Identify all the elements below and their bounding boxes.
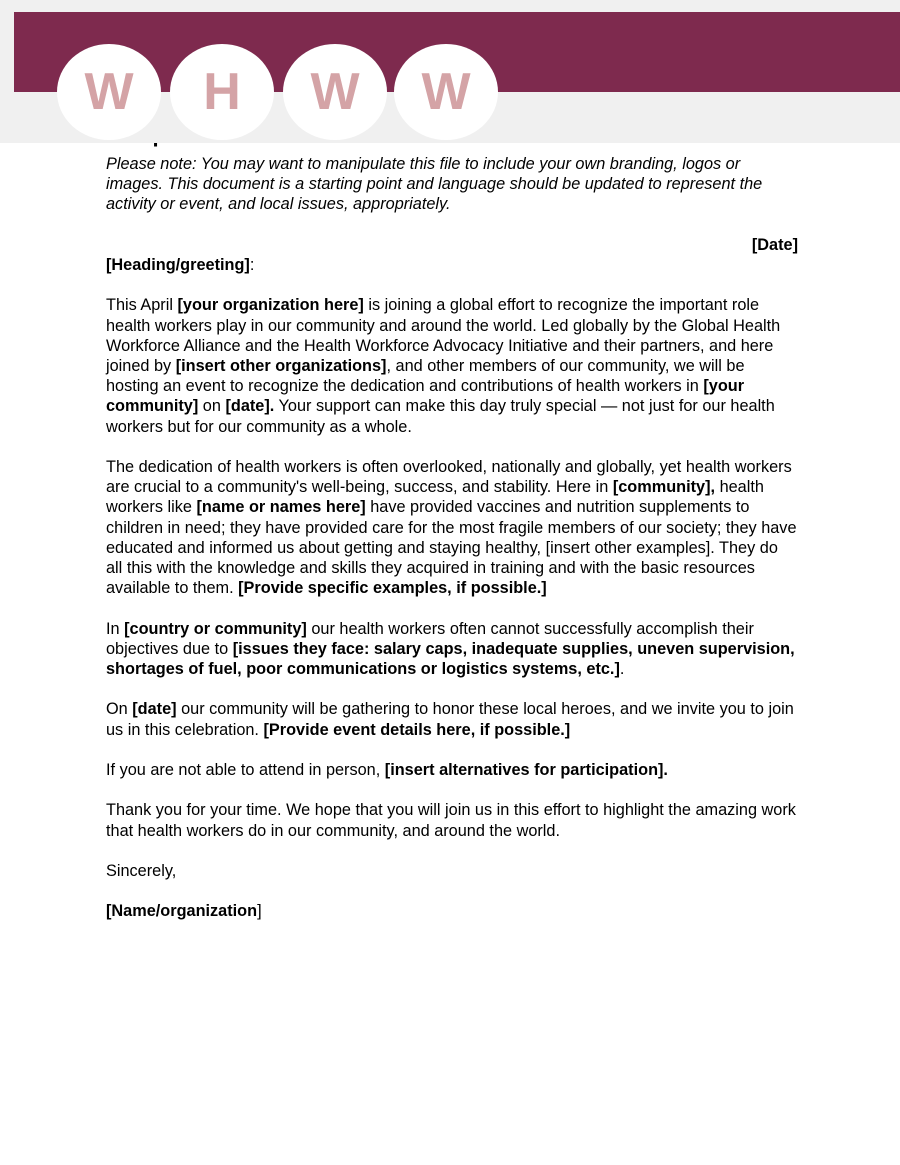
text: our community will be gathering to honor these local heroes, and we invite you to join us in this celebration. <box>106 700 794 739</box>
text: If you are not able to attend in person, <box>106 761 385 779</box>
text: health workers like <box>106 478 764 517</box>
paragraph-challenges <box>106 619 798 680</box>
placeholder-names: [name or names here] <box>196 498 366 517</box>
greeting-colon: : <box>249 256 255 274</box>
signature-bracket: ] <box>257 902 262 921</box>
text: . <box>619 660 625 679</box>
logo-letter-w-1: W <box>57 44 161 140</box>
placeholder-community: [your community] <box>106 377 745 416</box>
text: Your support can make this day truly special — not just for our health workers but for our community as a whole. <box>106 397 775 436</box>
paragraph-thanks: Thank you for your time. We hope that you will join us in this effort to highlight the amazing work that health workers do in our community, and around the world. <box>106 801 796 840</box>
logo-letter-w-3: W <box>394 44 498 140</box>
closing: Sincerely, <box>106 861 177 880</box>
text: In <box>106 619 125 638</box>
placeholder-organization: [your organization here] <box>177 296 364 315</box>
placeholder-alternatives: [insert alternatives for participation]. <box>384 761 668 779</box>
text: on <box>198 397 226 416</box>
text: On <box>106 700 133 719</box>
paragraph-intro <box>106 295 798 436</box>
greeting-placeholder: [Heading/greeting] <box>106 256 250 274</box>
signature-placeholder: [Name/organization <box>106 902 258 921</box>
letterhead <box>0 0 900 143</box>
paragraph-alternatives <box>106 760 798 780</box>
letter-body <box>106 154 798 942</box>
text: This April <box>106 296 178 315</box>
logo-letter-w-2: W <box>283 44 387 140</box>
date-placeholder: [Date] <box>751 235 798 254</box>
placeholder-other-organizations: [insert other organizations] <box>175 357 387 375</box>
placeholder-community: [community], <box>612 478 716 497</box>
placeholder-examples: [Provide specific examples, if possible.] <box>238 579 547 598</box>
logo-letter-h: H <box>170 44 274 140</box>
signature <box>106 901 798 921</box>
editing-note: Please note: You may want to manipulate this file to include your own branding, logos or images. This document is a starting point and language should be updated to represent the activity or event, and local issues, appropriately. <box>106 155 763 214</box>
placeholder-date: [date] <box>132 700 177 719</box>
text: The dedication of health workers is often overlooked, nationally and globally, yet health workers are crucial to a community's well-being, success, and stability. Here in <box>106 458 792 497</box>
placeholder-country: [country or community] <box>124 619 307 638</box>
text: is joining a global effort to recognize the important role health workers play in our community and around the world. Led globally by the Global Health Workforce Alliance and the Health Workforce Advocacy Initiative and their partners, and here joined by <box>106 296 781 375</box>
paragraph-invitation <box>106 699 798 739</box>
text: have provided vaccines and nutrition supplements to children in need; they have provided care for the most fragile members of our society; they have educated and informed us about getting and staying healthy, [insert other examples]. They do all this with the knowledge and skills they acquired in training and with the basic resources available to them. <box>106 498 797 598</box>
text: , and other members of our community, we will be hosting an event to recognize the dedication and contributions of health workers in <box>106 357 745 396</box>
placeholder-date: [date]. <box>225 397 275 416</box>
paragraph-dedication <box>106 457 798 598</box>
placeholder-event-details: [Provide event details here, if possible.] <box>263 720 571 739</box>
placeholder-issues: [issues they face: salary caps, inadequate supplies, uneven supervision, shortages of fuel, poor communications or logistics systems, etc.] <box>106 639 795 679</box>
text: our health workers often cannot successfully accomplish their objectives due to <box>106 619 754 658</box>
greeting <box>106 255 798 275</box>
